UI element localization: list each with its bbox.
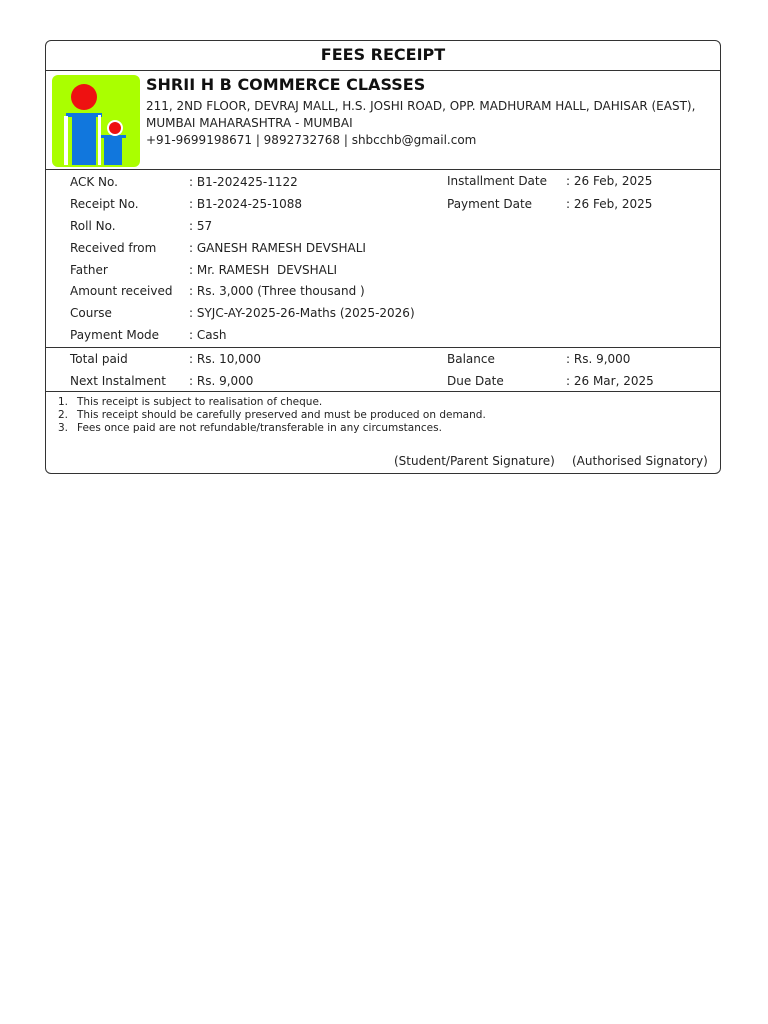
- detail-label-payment-mode: Payment Mode: [70, 328, 160, 342]
- detail-label-roll: Roll No.: [70, 219, 116, 233]
- fees-receipt: [45, 40, 721, 474]
- summary-label-due-date: Due Date: [447, 374, 504, 388]
- terms-item-text: This receipt is subject to realisation of cheque.: [77, 396, 323, 408]
- institute-contact: +91-9699198671 | 9892732768 | shbcchb@gmail.com: [146, 133, 477, 147]
- terms-item-text: Fees once paid are not refundable/transferable in any circumstances.: [77, 422, 442, 434]
- terms-item-number: 1.: [58, 396, 69, 408]
- date-value-payment: : 26 Feb, 2025: [566, 197, 653, 211]
- summary-label-next-instalment: Next Instalment: [70, 374, 166, 388]
- divider-details: [46, 347, 720, 348]
- detail-value-father: : Mr. RAMESH DEVSHALI: [189, 263, 338, 277]
- terms-item-text: This receipt should be carefully preserved and must be produced on demand.: [77, 409, 486, 421]
- detail-value-receipt: : B1-2024-25-1088: [189, 197, 303, 211]
- summary-label-balance: Balance: [447, 352, 495, 366]
- terms-list: [58, 396, 486, 435]
- terms-item: [58, 422, 486, 435]
- detail-value-ack: : B1-202425-1122: [189, 175, 298, 189]
- date-label-installment: Installment Date: [447, 174, 548, 188]
- summary-label-total-paid: Total paid: [70, 352, 128, 366]
- summary-value-total-paid: : Rs. 10,000: [189, 352, 262, 366]
- terms-item-number: 3.: [58, 422, 69, 434]
- date-label-payment: Payment Date: [447, 197, 533, 211]
- receipt-title: FEES RECEIPT: [320, 45, 446, 64]
- detail-label-receipt: Receipt No.: [70, 197, 139, 211]
- institute-name: SHRII H B COMMERCE CLASSES: [146, 75, 426, 94]
- divider-title: [46, 70, 720, 71]
- date-value-installment: : 26 Feb, 2025: [566, 174, 653, 188]
- detail-label-amount: Amount received: [70, 284, 173, 298]
- detail-value-received-from: : GANESH RAMESH DEVSHALI: [189, 241, 366, 255]
- summary-value-next-instalment: : Rs. 9,000: [189, 374, 254, 388]
- student-signature-label: (Student/Parent Signature): [394, 454, 555, 468]
- institute-address: [146, 98, 711, 132]
- detail-label-ack: ACK No.: [70, 175, 118, 189]
- detail-label-father: Father: [70, 263, 108, 277]
- detail-label-received-from: Received from: [70, 241, 157, 255]
- summary-value-balance: : Rs. 9,000: [566, 352, 631, 366]
- detail-value-amount: : Rs. 3,000 (Three thousand ): [189, 284, 365, 298]
- detail-value-payment-mode: : Cash: [189, 328, 227, 342]
- terms-item: [58, 409, 486, 422]
- terms-item: [58, 396, 486, 409]
- detail-value-course: : SYJC-AY-2025-26-Maths (2025-2026): [189, 306, 415, 320]
- address-line-1: 211, 2ND FLOOR, DEVRAJ MALL, H.S. JOSHI ROAD, OPP. MADHURAM HALL, DAHISAR (EAST),: [146, 99, 696, 113]
- address-line-2: MUMBAI MAHARASHTRA - MUMBAI: [146, 116, 353, 130]
- detail-value-roll: : 57: [189, 219, 213, 233]
- terms-item-number: 2.: [58, 409, 69, 421]
- authorised-signature-label: (Authorised Signatory): [572, 454, 708, 468]
- detail-label-course: Course: [70, 306, 112, 320]
- summary-value-due-date: : 26 Mar, 2025: [566, 374, 654, 388]
- institute-logo-icon: [52, 75, 140, 167]
- divider-header: [46, 169, 720, 170]
- divider-summary: [46, 391, 720, 392]
